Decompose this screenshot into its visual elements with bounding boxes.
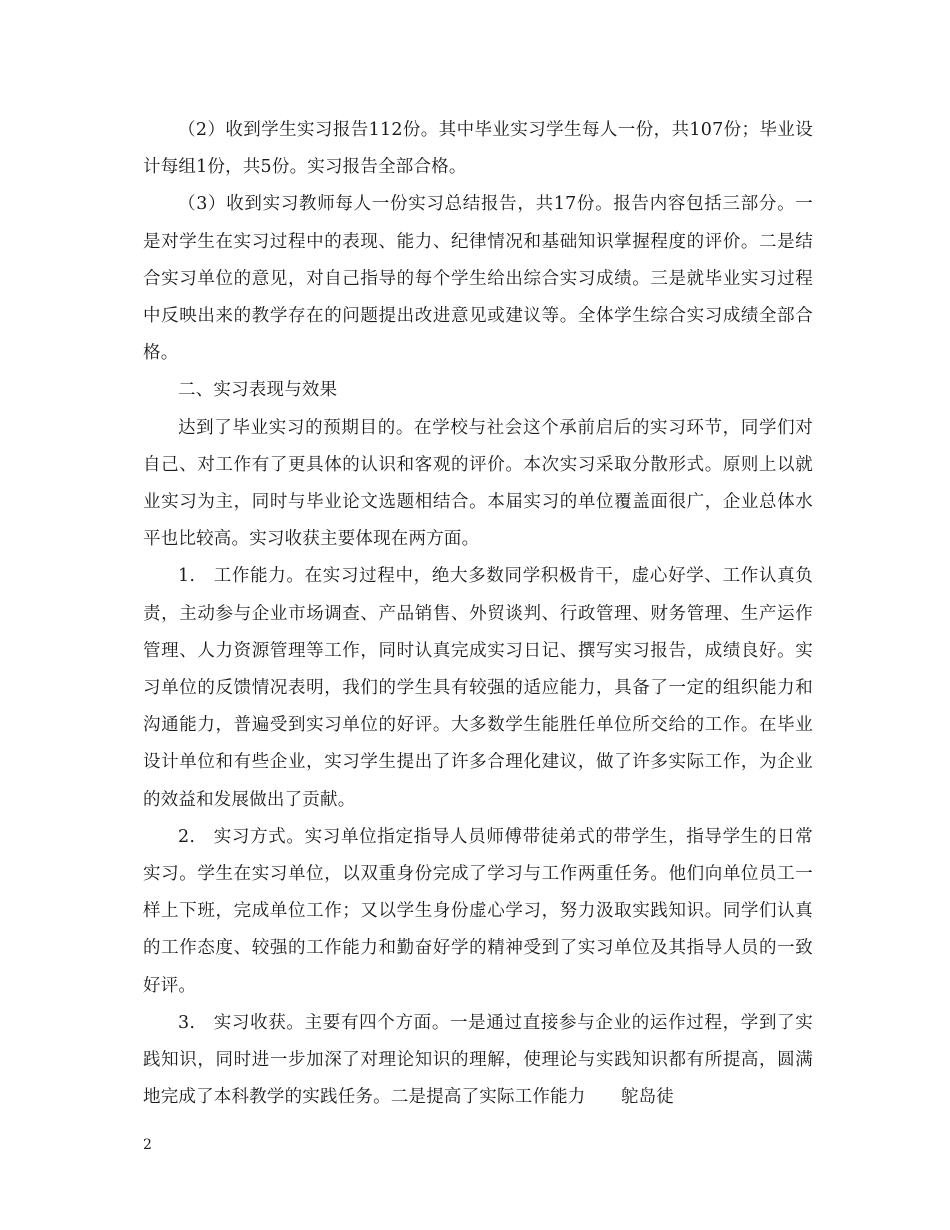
paragraph-work-ability: 1. 工作能力。在实习过程中，绝大多数同学积极肯干，虚心好学、工作认真负责，主动参与企业市场调查、产品销售、外贸谈判、行政管理、财务管理、生产运作管理、人力资源管理等工作，同时认真完成实习日记、撰写实习报告，成绩良好。实习单位的反馈情况表明，我们的学生具有较强的适应能力，具备了一定的组织能力和沟通能力，普遍受到实习单位的好评。大多数学生能胜任单位所交给的工作。在毕业设计单位和有些企业，实习学生提出了许多合理化建议，做了许多实际工作，为企业的效益和发展做出了贡献。 [143, 566, 813, 810]
paragraph-internship-method: 2. 实习方式。实习单位指定指导人员师傅带徒弟式的带学生，指导学生的日常实习。学生在实习单位，以双重身份完成了学习与工作两重任务。他们向单位员工一样上下班，完成单位工作；又以学生身份虚心学习，努力汲取实践知识。同学们认真的工作态度、较强的工作能力和勤奋好学的精神受到了实习单位及其指导人员的一致好评。 [143, 826, 813, 996]
paragraph-internship-gains: 3. 实习收获。主要有四个方面。一是通过直接参与企业的运作过程，学到了实践知识，同时进一步加深了对理论知识的理解，使理论与实践知识都有所提高，圆满地完成了本科教学的实践任务。二是提高了实际工作能力 鸵岛徒 [143, 1012, 813, 1108]
paragraph-teacher-summary: （3）收到实习教师每人一份实习总结报告，共17份。报告内容包括三部分。一是对学生在实习过程中的表现、能力、纪律情况和基础知识掌握程度的评价。二是结合实习单位的意见，对自己指导的每个学生给出综合实习成绩。三是就毕业实习过程中反映出来的教学存在的问题提出改进意见或建议等。全体学生综合实习成绩全部合格。 [143, 194, 813, 364]
paragraph-goal-achieved: 达到了毕业实习的预期目的。在学校与社会这个承前启后的实习环节，同学们对自己、对工作有了更具体的认识和客观的评价。本次实习采取分散形式。原则上以就业实习为主，同时与毕业论文选题相结合。本届实习的单位覆盖面很广，企业总体水平也比较高。实习收获主要体现在两方面。 [143, 417, 813, 550]
body-text [143, 112, 813, 1116]
section-heading: 二、实习表现与效果 [178, 380, 338, 401]
page-number: 2 [143, 1137, 152, 1153]
paragraph-report-count: （2）收到学生实习报告112份。其中毕业实习学生每人一份，共107份；毕业设计每组1份，共5份。实习报告全部合格。 [143, 120, 813, 178]
